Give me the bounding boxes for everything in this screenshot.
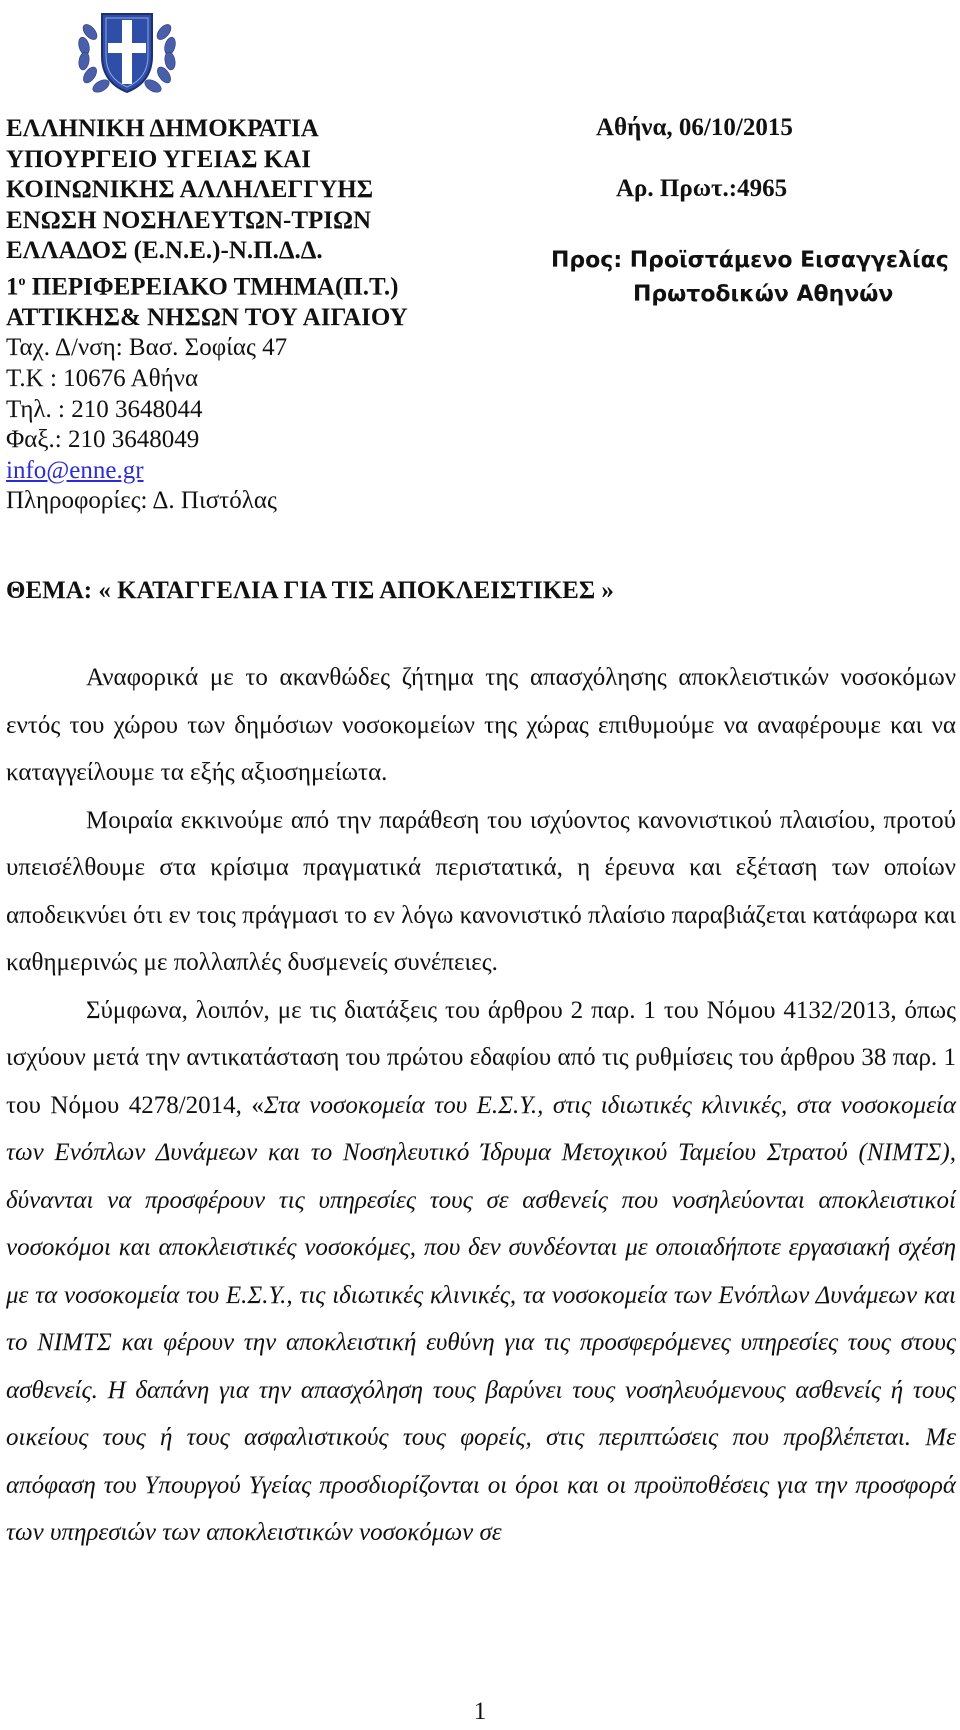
department-superscript: ο	[18, 273, 26, 289]
body-paragraph-1: Αναφορικά με το ακανθώδες ζήτημα της απασχόλησης αποκλειστικών νοσοκόμων εντός του χώρου των δημόσιων νοσοκομείων της χώρας επιθυμούμε να αναφέρουμε και να καταγγείλουμε τα εξής αξιοσημείωτα.	[6, 664, 956, 786]
page-number: 1	[473, 1698, 487, 1725]
sender-contact-person: Πληροφορίες: Δ. Πιστόλας	[6, 487, 277, 515]
recipient-line-1: Προς: Προϊστάμενο Εισαγγελίας	[551, 248, 949, 273]
protocol-number: Αρ. Πρωτ.:4965	[616, 175, 788, 202]
sender-line-ministry: ΥΠΟΥΡΓΕΙΟ ΥΓΕΙΑΣ ΚΑΙ	[6, 145, 311, 173]
document-date: Αθήνα, 06/10/2015	[596, 114, 793, 141]
department-number: 1	[6, 273, 19, 301]
body-paragraph-2: Μοιραία εκκινούμε από την παράθεση του ισχύοντος κανονιστικού πλαισίου, προτού υπεισέλθουμε στα κρίσιμα πραγματικά περιστατικά, η έρευνα και εξέταση των οποίων αποδεικνύει ότι εν τοις πράγμασι το εν λόγω κανονιστικό πλαίσιο παραβιάζεται κατάφωρα και καθημερινώς με πολλαπλές δυσμενείς συνέπειες.	[6, 806, 956, 976]
paragraph-3-intro: Σύμφωνα, λοιπόν, με τις διατάξεις του άρθρου 2 παρ. 1 του Νόμου 4132/2013, όπως ισχύουν μετά την αντικατάσταση του πρώτου εδαφίου από τις ρυθμίσεις του άρθρου 38 παρ. 1 του Νόμου 4278/2014, «	[6, 996, 956, 1119]
paragraph-3-quoted-law: Στα νοσοκομεία του Ε.Σ.Υ., στις ιδιωτικές κλινικές, στα νοσοκομεία των Ενόπλων Δυνάμεων και το Νοσηλευτικό Ίδρυμα Μετοχικού Ταμείου Στρατού (ΝΙΜΤΣ), δύνανται να προσφέρουν τις υπηρεσίες τους σε ασθενείς που νοσηλεύονται αποκλειστικοί νοσοκόμοι και αποκλειστικές νοσοκόμες, που δεν συνδέονται με οποιαδήποτε εργασιακή σχέση με τα νοσοκομεία του Ε.Σ.Υ., τις ιδιωτικές κλινικές, τα νοσοκομεία των Ενόπλων Δυνάμεων και το ΝΙΜΤΣ και φέρουν την αποκλειστική ευθύνη για τις προσφερόμενες υπηρεσίες τους στους ασθενείς. Η δαπάνη για την απασχόληση τους βαρύνει τους νοσηλευόμενους ασθενείς ή τους οικείους τους ή τους ασφαλιστικούς τους φορείς, στις περιπτώσεις που προβλέπεται. Με απόφαση του Υπουργού Υγείας προσδιορίζονται οι όροι και οι προϋποθέσεις για την προσφορά των υπηρεσιών των αποκλειστικών νοσοκόμων σε	[6, 1091, 956, 1546]
department-text: ΠΕΡΙΦΕΡΕΙΑΚΟ ΤΜΗΜΑ(Π.Τ.)	[25, 273, 399, 301]
sender-line-department	[6, 267, 408, 303]
sender-line-union-2: ΕΛΛΑΔΟΣ (Ε.Ν.Ε.)-Ν.Π.Δ.Δ.	[6, 237, 323, 265]
sender-line-ministry-2: ΚΟΙΝΩΝΙΚΗΣ ΑΛΛΗΛΕΓΓΥΗΣ	[6, 176, 374, 204]
letter-body	[6, 654, 956, 1557]
sender-address: Ταχ. Δ/νση: Βασ. Σοφίας 47	[6, 334, 288, 362]
sender-line-union: ΕΝΩΣΗ ΝΟΣΗΛΕΥΤΩΝ-ΤΡΙΩΝ	[6, 206, 372, 234]
sender-postal-code: Τ.Κ : 10676 Αθήνα	[6, 365, 199, 393]
sender-fax: Φαξ.: 210 3648049	[6, 426, 200, 454]
sender-block	[6, 114, 408, 517]
sender-phone: Τηλ. : 210 3648044	[6, 395, 203, 423]
body-paragraph-3	[6, 987, 956, 1557]
sender-line-republic: ΕΛΛΗΝΙΚΗ ΔΗΜΟΚΡΑΤΙΑ	[6, 115, 319, 142]
sender-line-region: ΑΤΤΙΚΗΣ& ΝΗΣΩΝ ΤΟΥ ΑΙΓΑΙΟΥ	[6, 303, 408, 331]
subject-line: ΘΕΜΑ: « ΚΑΤΑΓΓΕΛΙΑ ΓΙΑ ΤΙΣ ΑΠΟΚΛΕΙΣΤΙΚΕΣ »	[6, 577, 614, 604]
sender-email-link[interactable]: info@enne.gr	[6, 456, 144, 484]
recipient-line-2: Πρωτοδικών Αθηνών	[633, 282, 894, 307]
greek-coat-of-arms-emblem	[68, 0, 186, 110]
